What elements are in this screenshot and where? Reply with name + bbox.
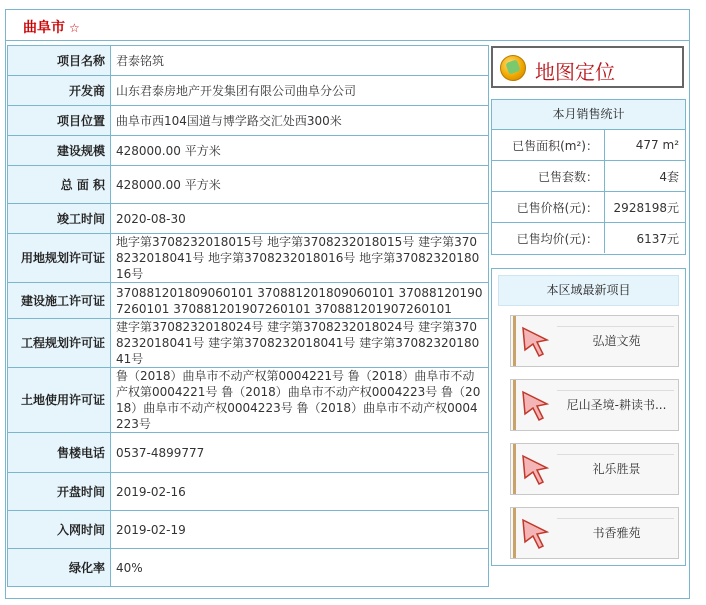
info-value: 2019-02-16 xyxy=(111,473,489,511)
info-label: 绿化率 xyxy=(8,549,111,587)
stats-label: 已售面积(m²)： xyxy=(492,130,605,161)
info-value: 地字第3708232018015号 地字第3708232018015号 建字第3708232018041号 地字第3708232018016号 地字第3708232018016号 xyxy=(111,234,489,283)
info-value: 40% xyxy=(111,549,489,587)
nearby-project-item[interactable] xyxy=(510,443,679,495)
info-row xyxy=(8,46,489,76)
info-row xyxy=(8,106,489,136)
stats-value: 477 m² xyxy=(635,138,679,152)
nearby-project-item[interactable] xyxy=(510,379,679,431)
item-divider xyxy=(557,326,674,327)
project-info-table xyxy=(7,45,489,587)
sales-stats-title: 本月销售统计 xyxy=(492,100,685,130)
info-value: 2019-02-19 xyxy=(111,511,489,549)
stats-row xyxy=(492,192,685,223)
nearby-project-item[interactable] xyxy=(510,315,679,367)
stats-label: 已售价格(元)： xyxy=(492,192,605,223)
info-value: 山东君泰房地产开发集团有限公司曲阜分公司 xyxy=(111,76,489,106)
stats-value: 4套 xyxy=(605,161,686,192)
info-value: 曲阜市西104国道与博学路交汇处西300米 xyxy=(111,106,489,136)
info-label: 项目位置 xyxy=(8,106,111,136)
info-label: 竣工时间 xyxy=(8,204,111,234)
info-label: 用地规划许可证 xyxy=(8,234,111,283)
stats-value: 6137元 xyxy=(605,223,686,254)
info-value: 370881201809060101 370881201809060101 370881201907260101 370881201907260101 370881201907260101 xyxy=(111,283,489,319)
item-stripe xyxy=(513,508,516,559)
info-label: 总 面 积 xyxy=(8,166,111,204)
map-location-label: 地图定位 xyxy=(535,60,615,84)
info-label: 建设施工许可证 xyxy=(8,283,111,319)
info-value: 2020-08-30 xyxy=(111,204,489,234)
info-row xyxy=(8,473,489,511)
stats-row xyxy=(492,223,685,254)
info-label: 项目名称 xyxy=(8,46,111,76)
sales-stats-panel xyxy=(491,99,686,255)
cursor-pointer-icon xyxy=(519,324,553,358)
info-row xyxy=(8,76,489,106)
info-row xyxy=(8,234,489,283)
info-label: 开发商 xyxy=(8,76,111,106)
info-row xyxy=(8,136,489,166)
info-value: 428000.00 平方米 xyxy=(111,136,489,166)
info-value: 君泰铭筑 xyxy=(111,46,489,76)
stats-row xyxy=(492,161,685,192)
info-label: 入网时间 xyxy=(8,511,111,549)
nearby-project-name[interactable]: 尼山圣境-耕读书... xyxy=(566,398,667,412)
item-divider xyxy=(557,454,674,455)
map-globe-icon xyxy=(500,55,526,81)
info-label: 土地使用许可证 xyxy=(8,368,111,433)
info-value: 鲁（2018）曲阜市不动产权第0004221号 鲁（2018）曲阜市不动产权第0004221号 鲁（2018）曲阜市不动产权0004223号 鲁（2018）曲阜市不动产权0004223号 鲁（2018）曲阜市不动产权0004223号 xyxy=(111,368,489,433)
stats-value: 2928198元 xyxy=(605,192,686,223)
info-row xyxy=(8,204,489,234)
info-row xyxy=(8,319,489,368)
info-label: 工程规划许可证 xyxy=(8,319,111,368)
stats-label: 已售套数： xyxy=(492,161,605,192)
item-stripe xyxy=(513,316,516,367)
cursor-pointer-icon xyxy=(519,388,553,422)
item-divider xyxy=(557,518,674,519)
item-divider xyxy=(557,390,674,391)
title-bar xyxy=(6,10,689,41)
info-row xyxy=(8,511,489,549)
item-stripe xyxy=(513,380,516,431)
info-label: 售楼电话 xyxy=(8,433,111,473)
nearby-project-name[interactable]: 礼乐胜景 xyxy=(592,462,641,476)
nearby-projects-title: 本区域最新项目 xyxy=(498,275,679,306)
info-row xyxy=(8,433,489,473)
nearby-project-name[interactable]: 书香雅苑 xyxy=(592,526,641,540)
city-title[interactable]: 曲阜市 ☆ xyxy=(23,20,80,36)
stats-label: 已售均价(元)： xyxy=(492,223,605,254)
info-row xyxy=(8,283,489,319)
info-label: 开盘时间 xyxy=(8,473,111,511)
cursor-pointer-icon xyxy=(519,516,553,550)
nearby-project-name[interactable]: 弘道文苑 xyxy=(592,334,641,348)
map-location-button[interactable] xyxy=(491,46,684,88)
info-value: 428000.00 平方米 xyxy=(111,166,489,204)
nearby-projects-panel xyxy=(491,268,686,566)
info-row xyxy=(8,368,489,433)
nearby-project-item[interactable] xyxy=(510,507,679,559)
info-value: 0537-4899777 xyxy=(111,433,489,473)
favorite-star-icon[interactable]: ☆ xyxy=(69,21,80,35)
sales-stats-table xyxy=(492,130,685,253)
stats-row xyxy=(492,130,685,161)
info-row xyxy=(8,166,489,204)
item-stripe xyxy=(513,444,516,495)
info-label: 建设规模 xyxy=(8,136,111,166)
info-row xyxy=(8,549,489,587)
info-value: 建字第3708232018024号 建字第3708232018024号 建字第3708232018041号 建字第3708232018041号 建字第3708232018041号 xyxy=(111,319,489,368)
cursor-pointer-icon xyxy=(519,452,553,486)
